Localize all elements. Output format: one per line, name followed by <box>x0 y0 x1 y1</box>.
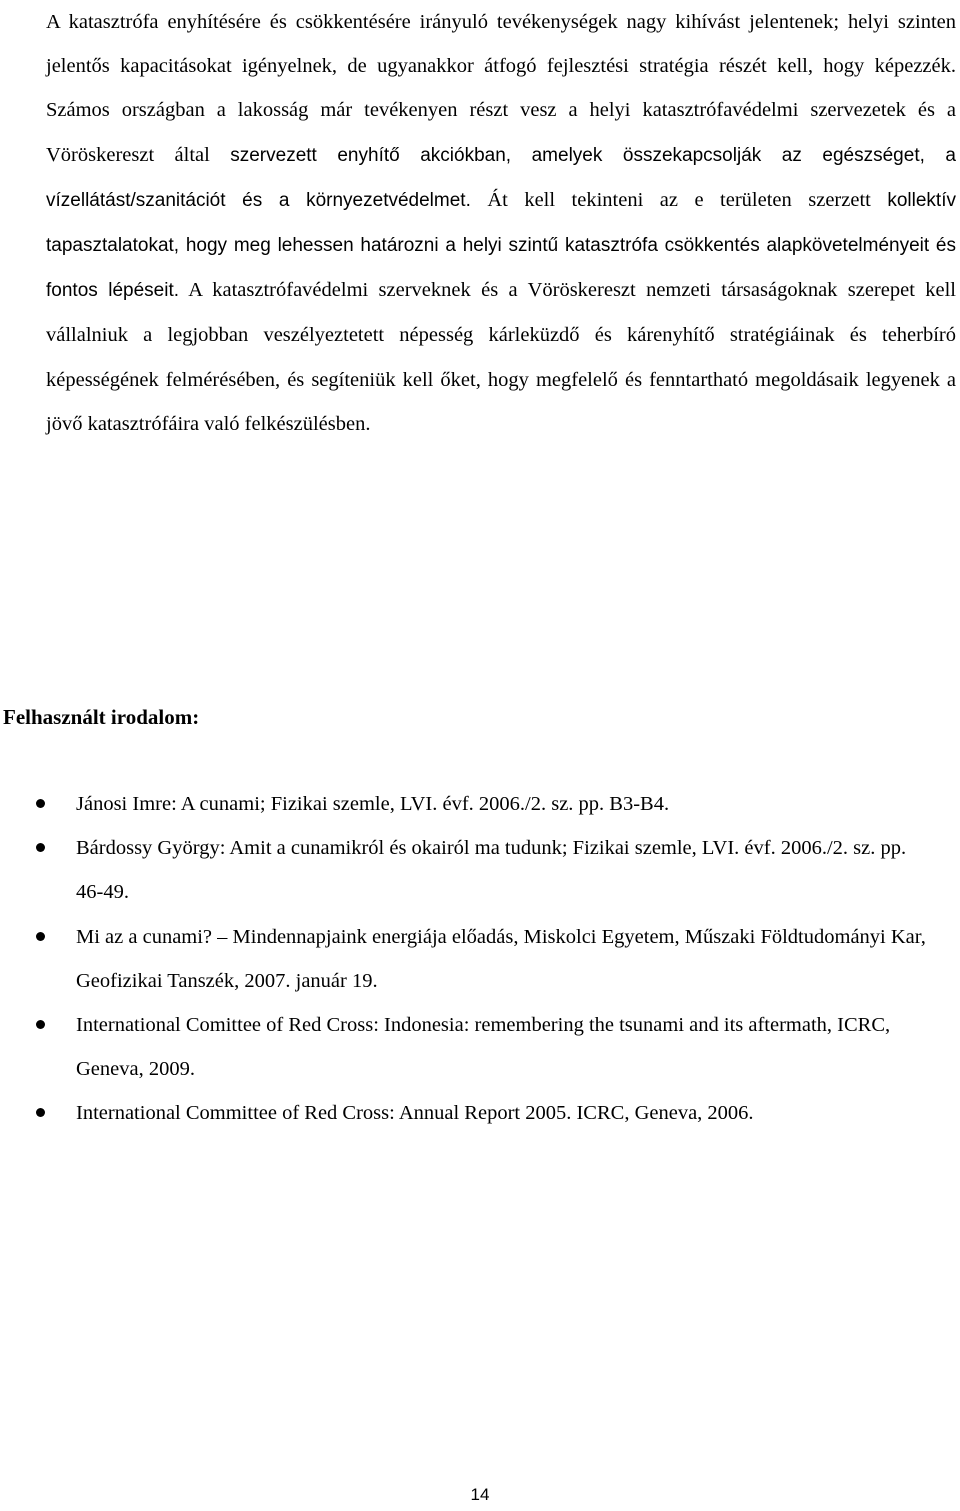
reference-item <box>0 782 936 826</box>
paragraph-text-part-4: kollektív tapasztalatokat, hogy meg lehessen határozni a helyi szintű katasztrófa csökkentés alapkövetelményeit és fontos lépéseit. <box>46 189 956 302</box>
reference-text: Mi az a cunami? – Mindennapjaink energiája előadás, Miskolci Egyetem, Műszaki Földtudományi Kar, Geofizikai Tanszék, 2007. január 19. <box>76 925 926 992</box>
paragraph-text-part-1: A katasztrófa enyhítésére és csökkentésére irányuló tevékenységek nagy kihívást jelentenek; helyi szinten jelentős kapacitásokat igényelnek, de ugyanakkor átfogó fejlesztési stratégia részét kell, hogy képezzék. Számos országban a lakosság már tevékenyen részt vesz a helyi katasztrófavédelmi szervezetek és a Vöröskereszt által <box>46 11 956 166</box>
reference-item <box>0 1091 936 1135</box>
references-list <box>0 782 960 1136</box>
bullet-icon <box>36 799 45 808</box>
reference-text: Jánosi Imre: A cunami; Fizikai szemle, LVI. évf. 2006./2. sz. pp. B3-B4. <box>76 793 670 815</box>
bullet-icon <box>36 1020 45 1029</box>
references-heading: Felhasznált irodalom: <box>3 705 200 729</box>
page-number: 14 <box>470 1485 490 1504</box>
body-paragraph <box>46 0 956 446</box>
reference-text: International Committee of Red Cross: Annual Report 2005. ICRC, Geneva, 2006. <box>76 1102 754 1125</box>
bullet-icon <box>36 843 45 852</box>
bullet-icon <box>36 932 45 941</box>
reference-item <box>0 1003 936 1091</box>
reference-text: International Comittee of Red Cross: Indonesia: remembering the tsunami and its aftermath, ICRC, Geneva, 2009. <box>76 1014 891 1081</box>
paragraph-text-part-5: A katasztrófavédelmi szerveknek és a Vöröskereszt nemzeti társaságoknak szerepet kell vállalniuk a legjobban veszélyeztetett népesség kárleküzdő és kárenyhítő stratégiáinak és teherbíró képességének felmérésében, és segíteniük kell őket, hogy megfelelő és fenntartható megoldásaik legyenek a jövő katasztrófáira való felkészülésben. <box>46 279 956 435</box>
reference-item <box>0 826 936 914</box>
reference-text: Bárdossy György: Amit a cunamikról és okairól ma tudunk; Fizikai szemle, LVI. évf. 2006./2. sz. pp. 46-49. <box>76 837 907 904</box>
bullet-icon <box>36 1108 45 1117</box>
reference-item <box>0 915 936 1003</box>
paragraph-text-part-2: szervezett enyhítő akciókban, amelyek összekapcsolják az egészséget, a vízellátást/szanitációt és a környezetvédelmet. <box>46 144 956 211</box>
paragraph-text-part-3: Át kell tekinteni az e területen szerzett <box>470 188 888 211</box>
